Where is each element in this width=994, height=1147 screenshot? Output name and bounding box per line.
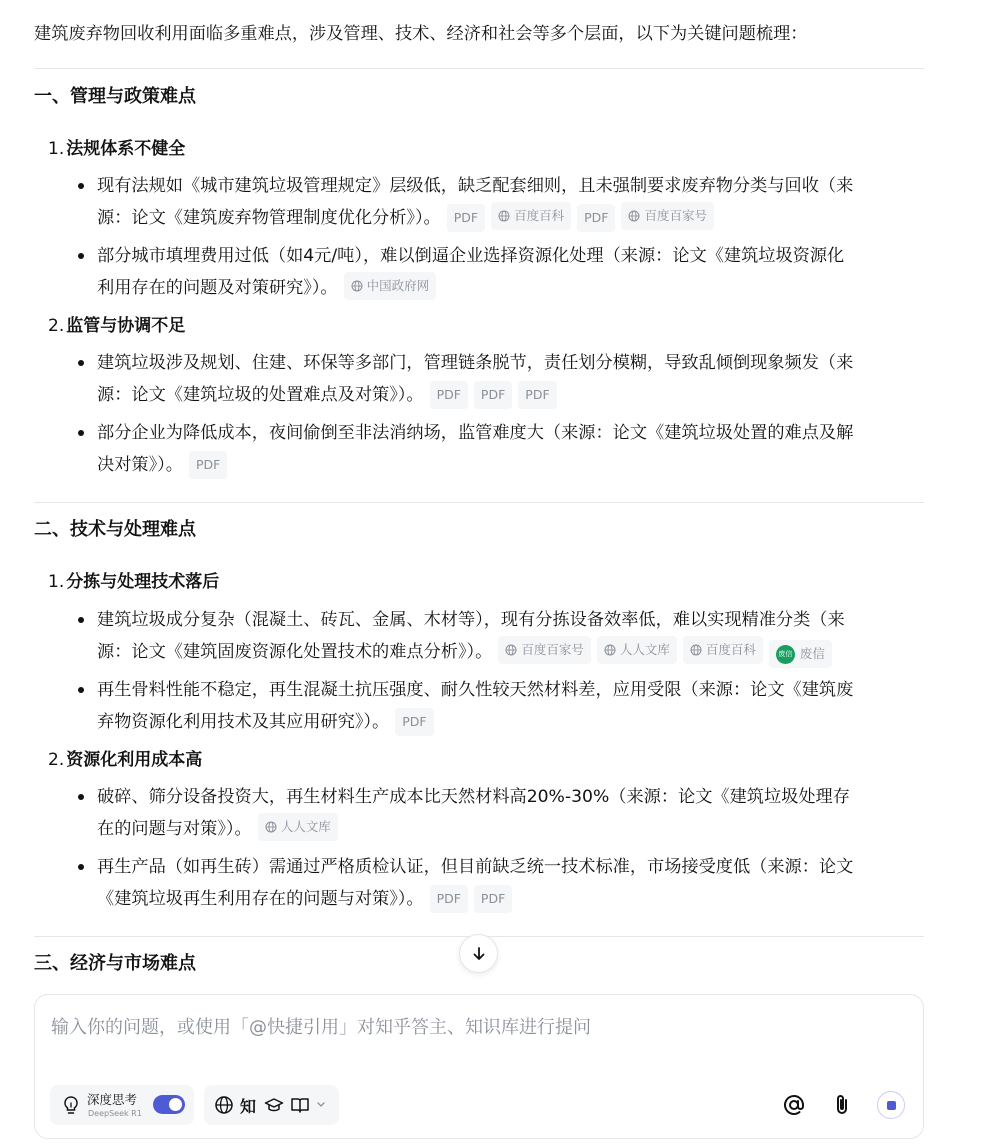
bullet-line: 弃物资源化利用技术及其应用研究》）。 — [97, 712, 390, 732]
source-chip-label: 废信 — [799, 646, 825, 661]
numbered-item — [48, 313, 185, 339]
bullet-line: 在的问题与对策》）。 — [97, 819, 252, 839]
item-title: 法规体系不健全 — [66, 139, 186, 159]
item-number: 1. — [48, 139, 65, 159]
numbered-item — [48, 136, 185, 162]
source-chip[interactable] — [597, 636, 677, 664]
chevron-down-icon — [316, 1101, 326, 1109]
bullet-line: 源：论文《建筑垃圾的处置难点及对策》）。 — [97, 385, 424, 405]
globe-icon — [505, 644, 517, 656]
divider — [34, 502, 924, 503]
source-chips — [338, 278, 437, 298]
source-chip[interactable] — [189, 451, 227, 479]
source-chips — [424, 385, 557, 405]
source-chips — [424, 889, 513, 909]
source-chip-label: PDF — [436, 387, 461, 402]
bullet-dot — [78, 864, 84, 870]
source-chip-label: PDF — [195, 457, 221, 472]
bullet-line: 破碎、筛分设备投资大，再生材料生产成本比天然材料高20%-30%（来源：论文《建筑垃圾处理存 — [97, 787, 850, 807]
bullet-dot — [78, 360, 84, 366]
bullet-dot — [78, 617, 84, 623]
source-chips — [252, 819, 338, 839]
source-chip-label: 百度百科 — [514, 208, 565, 223]
item-title: 分拣与处理技术落后 — [66, 572, 220, 592]
source-chip-label: 中国政府网 — [366, 278, 430, 293]
bullet-item — [78, 781, 924, 845]
bullet-line: 建筑垃圾涉及规划、住建、环保等多部门，管理链条脱节，责任划分模糊，导致乱倾倒现象频发（来 — [97, 353, 854, 373]
source-chip[interactable] — [395, 708, 433, 736]
bullet-line: 再生骨料性能不稳定，再生混凝土抗压强度、耐久性较天然材料差，应用受限（来源：论文《建筑废 — [97, 680, 854, 700]
stop-icon — [887, 1101, 896, 1110]
bullet-line: 现有法规如《城市建筑垃圾管理规定》层级低，缺乏配套细则，且未强制要求废弃物分类与回收（来 — [97, 176, 854, 196]
source-chip-label: PDF — [584, 210, 609, 225]
lightbulb-icon — [62, 1095, 80, 1115]
bullet-line: 再生产品（如再生砖）需通过严格质检认证，但目前缺乏统一技术标准，市场接受度低（来源：论文 — [97, 857, 854, 877]
bullet-item — [78, 170, 924, 234]
bullet-item — [78, 674, 924, 738]
bullet-item — [78, 604, 924, 668]
paperclip-icon — [831, 1093, 853, 1117]
globe-icon — [214, 1095, 234, 1115]
source-chip-label: PDF — [436, 891, 461, 906]
source-chips — [441, 208, 714, 228]
bullet-line: 部分城市填埋费用过低（如4元/吨），难以倒逼企业选择资源化处理（来源：论文《建筑垃圾资源化 — [97, 246, 845, 266]
bullet-line: 源：论文《建筑废弃物管理制度优化分析》）。 — [97, 208, 441, 228]
source-chip-label: PDF — [480, 891, 506, 906]
toggle-switch[interactable] — [153, 1095, 185, 1114]
numbered-item — [48, 747, 202, 773]
source-chip[interactable] — [498, 636, 591, 664]
source-chip-label: PDF — [453, 210, 479, 225]
bullet-line: 建筑垃圾成分复杂（混凝土、砖瓦、金属、木材等），现有分拣设备效率低，难以实现精准分类（来 — [97, 610, 845, 630]
source-chip[interactable] — [577, 204, 615, 232]
zhihu-icon: 知 — [240, 1097, 257, 1116]
graduation-cap-icon — [264, 1095, 284, 1115]
globe-icon — [604, 644, 616, 656]
stop-button[interactable] — [877, 1091, 905, 1119]
arrow-down-icon — [471, 946, 487, 962]
source-chip[interactable] — [258, 813, 338, 841]
bullet-item — [78, 851, 924, 915]
book-icon — [290, 1095, 310, 1115]
section-heading: 三、经济与市场难点 — [34, 953, 196, 974]
globe-icon — [351, 280, 363, 292]
question-input[interactable]: 输入你的问题，或使用「@快捷引用」对知乎答主、知识库进行提问 — [51, 1017, 591, 1038]
section-heading: 一、管理与政策难点 — [34, 86, 196, 107]
source-chip[interactable] — [491, 202, 571, 230]
globe-icon — [498, 210, 510, 222]
intro-text: 建筑废弃物回收利用面临多重难点，涉及管理、技术、经济和社会等多个层面，以下为关键问题梳理： — [34, 24, 808, 44]
bullet-line: 利用存在的问题及对策研究》）。 — [97, 278, 338, 298]
bullet-line: 决对策》）。 — [97, 455, 183, 475]
source-chip[interactable] — [621, 202, 714, 230]
bullet-item — [78, 240, 924, 304]
item-title: 资源化利用成本高 — [66, 750, 203, 770]
section-heading: 二、技术与处理难点 — [34, 519, 196, 540]
bullet-item — [78, 347, 924, 411]
source-chip-label: PDF — [402, 714, 427, 729]
source-chip[interactable] — [769, 640, 832, 668]
source-chip-label: 人人文库 — [619, 642, 670, 657]
bullet-line: 部分企业为降低成本，夜间偷倒至非法消纳场，监管难度大（来源：论文《建筑垃圾处置的难点及解 — [97, 423, 854, 443]
source-chip-label: 百度百科 — [705, 642, 756, 657]
bullet-dot — [78, 253, 84, 259]
globe-icon — [690, 644, 702, 656]
bullet-dot — [78, 687, 84, 693]
item-number: 1. — [48, 572, 65, 592]
source-chip-label: 百度百家号 — [644, 208, 707, 223]
at-icon — [782, 1093, 806, 1117]
source-chip-label: PDF — [480, 387, 506, 402]
globe-icon — [265, 821, 277, 833]
item-title: 监管与协调不足 — [66, 316, 186, 336]
source-chip[interactable] — [474, 885, 512, 913]
item-number: 2. — [48, 316, 65, 336]
globe-icon — [628, 210, 640, 222]
source-chip[interactable] — [474, 381, 512, 409]
source-chips — [492, 642, 832, 662]
source-chips — [389, 712, 433, 732]
numbered-item — [48, 569, 219, 595]
item-number: 2. — [48, 750, 65, 770]
mention-button[interactable] — [779, 1090, 809, 1120]
deep-think-label: 深度思考 — [87, 1092, 138, 1107]
source-chip[interactable] — [683, 636, 763, 664]
feixin-logo-icon: 废信 — [776, 645, 795, 664]
deep-think-model: DeepSeek R1 — [88, 1109, 142, 1118]
source-chip[interactable] — [344, 272, 437, 300]
source-chip[interactable] — [430, 381, 468, 409]
source-chip[interactable] — [518, 381, 556, 409]
source-chip[interactable] — [447, 204, 485, 232]
source-chip[interactable] — [430, 885, 468, 913]
bullet-item — [78, 417, 924, 481]
attach-button[interactable] — [827, 1090, 857, 1120]
source-chip-label: 百度百家号 — [521, 642, 584, 657]
bullet-dot — [78, 430, 84, 436]
bullet-line: 源：论文《建筑固废资源化处置技术的难点分析》）。 — [97, 642, 493, 662]
composer — [34, 994, 924, 1139]
bullet-dot — [78, 794, 84, 800]
deep-think-toggle[interactable] — [50, 1085, 194, 1125]
tools-selector[interactable] — [204, 1085, 339, 1125]
source-chip-label: PDF — [525, 387, 550, 402]
scroll-to-bottom-button[interactable] — [459, 934, 498, 973]
toggle-knob — [169, 1098, 182, 1111]
bullet-line: 《建筑垃圾再生利用存在的问题与对策》）。 — [97, 889, 424, 909]
divider — [34, 68, 924, 69]
source-chip-label: 人人文库 — [280, 819, 331, 834]
bullet-dot — [78, 183, 84, 189]
source-chips — [183, 455, 227, 475]
